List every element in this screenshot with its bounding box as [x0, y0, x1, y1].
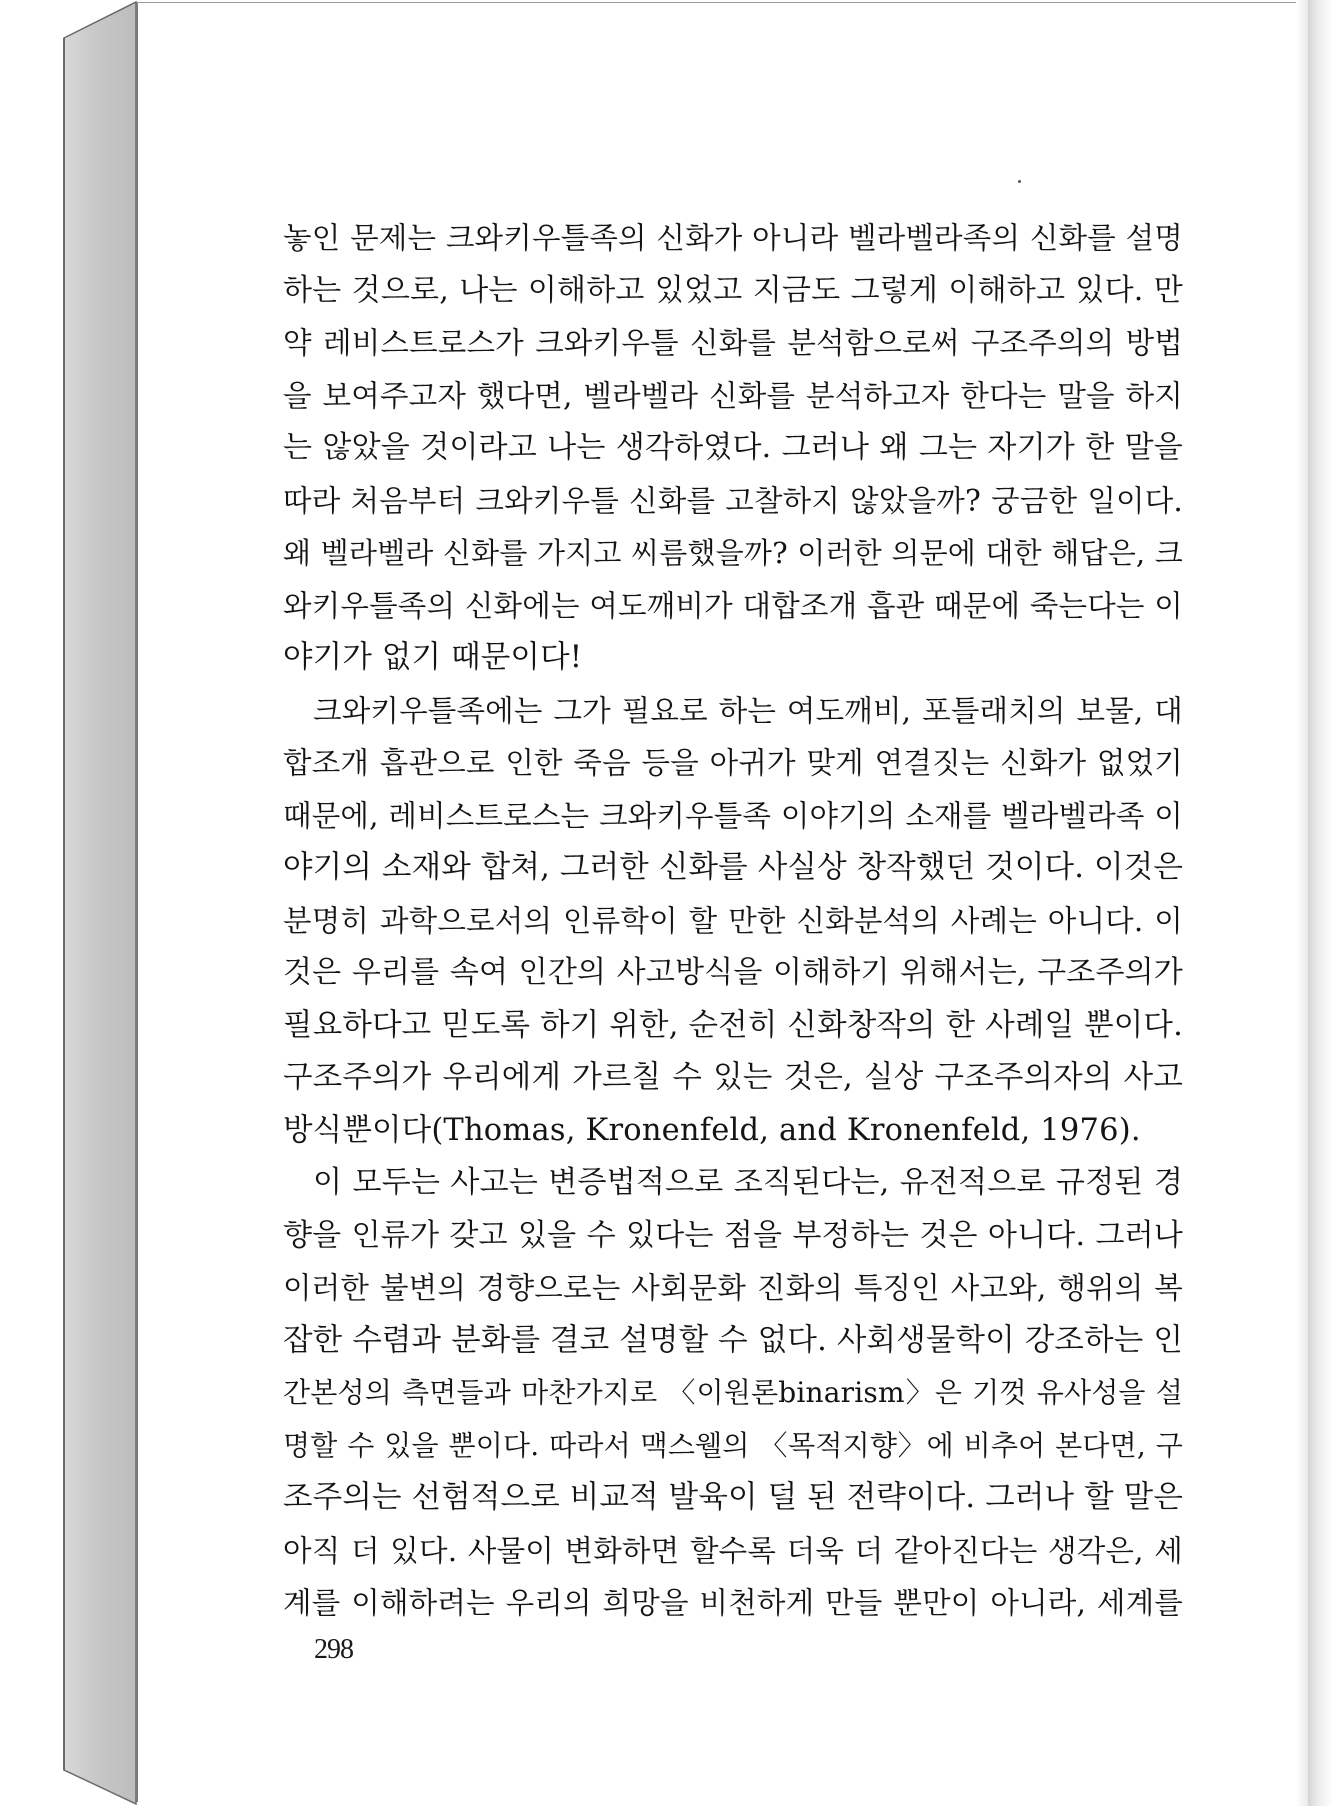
text-line: 이 모두는 사고는 변증법적으로 조직된다는, 유전적으로 규정된 경: [313, 1165, 1183, 1200]
text-line: 을 보여주고자 했다면, 벨라벨라 신화를 분석하고자 한다는 말을 하지: [283, 378, 1183, 413]
speck-mark: [1018, 180, 1021, 183]
text-line: 때문에, 레비스트로스는 크와키우틀족 이야기의 소재를 벨라벨라족 이: [283, 798, 1183, 833]
book-spine-graphic: [0, 0, 140, 1806]
text-line: 이러한 불변의 경향으로는 사회문화 진화의 특징인 사고와, 행위의 복: [283, 1271, 1183, 1305]
text-line: 명할 수 있을 뿐이다. 따라서 맥스웰의 〈목적지향〉에 비추어 본다면, 구: [283, 1428, 1183, 1462]
text-line: 야기의 소재와 합쳐, 그러한 신화를 사실상 창작했던 것이다. 이것은: [283, 850, 1183, 885]
text-line: 와키우틀족의 신화에는 여도깨비가 대합조개 흡관 때문에 죽는다는 이: [283, 588, 1183, 623]
text-line: 아직 더 있다. 사물이 변화하면 할수록 더욱 더 같아진다는 생각은, 세: [283, 1533, 1183, 1568]
text-line: 는 않았을 것이라고 나는 생각하였다. 그러나 왜 그는 자기가 한 말을: [283, 430, 1183, 465]
text-line: 잡한 수렴과 분화를 결코 설명할 수 없다. 사회생물학이 강조하는 인: [283, 1322, 1183, 1358]
text-line: 야기가 없기 때문이다!: [283, 640, 583, 675]
page-number: 298: [314, 1634, 353, 1665]
text-line: 간본성의 측면들과 마찬가지로 〈이원론binarism〉은 기껏 유사성을 설: [283, 1376, 1183, 1409]
text-line: 향을 인류가 갖고 있을 수 있다는 점을 부정하는 것은 아니다. 그러나: [283, 1217, 1183, 1253]
text-line: 따라 처음부터 크와키우틀 신화를 고찰하지 않았을까? 궁금한 일이다.: [283, 483, 1183, 518]
page-right-shadow: [1308, 0, 1333, 1806]
text-line: 방식뿐이다(Thomas, Kronenfeld, and Kronenfeld, 1976).: [283, 1112, 1141, 1148]
text-line: 합조개 흡관으로 인한 죽음 등을 아귀가 맞게 연결짓는 신화가 없었기: [283, 746, 1183, 780]
text-line: 계를 이해하려는 우리의 희망을 비천하게 만들 뿐만이 아니라, 세계를: [283, 1586, 1183, 1620]
book-spine: [0, 0, 140, 1806]
text-line: 크와키우틀족에는 그가 필요로 하는 여도깨비, 포틀래치의 보물, 대: [313, 693, 1183, 728]
text-line: 놓인 문제는 크와키우틀족의 신화가 아니라 벨라벨라족의 신화를 설명: [283, 221, 1183, 255]
text-line: 하는 것으로, 나는 이해하고 있었고 지금도 그렇게 이해하고 있다. 만: [283, 272, 1183, 308]
text-line: 구조주의가 우리에게 가르칠 수 있는 것은, 실상 구조주의자의 사고: [283, 1060, 1183, 1095]
text-line: 분명히 과학으로서의 인류학이 할 만한 신화분석의 사례는 아니다. 이: [283, 903, 1183, 938]
body-text: [283, 212, 1183, 1630]
text-line: 약 레비스트로스가 크와키우틀 신화를 분석함으로써 구조주의의 방법: [283, 326, 1183, 360]
text-line: 조주의는 선험적으로 비교적 발육이 덜 된 전략이다. 그러나 할 말은: [283, 1480, 1183, 1515]
text-line: 왜 벨라벨라 신화를 가지고 씨름했을까? 이러한 의문에 대한 해답은, 크: [283, 536, 1183, 570]
text-line: 것은 우리를 속여 인간의 사고방식을 이해하기 위해서는, 구조주의가: [283, 955, 1183, 990]
text-line: 필요하다고 믿도록 하기 위한, 순전히 신화창작의 한 사례일 뿐이다.: [283, 1007, 1183, 1043]
